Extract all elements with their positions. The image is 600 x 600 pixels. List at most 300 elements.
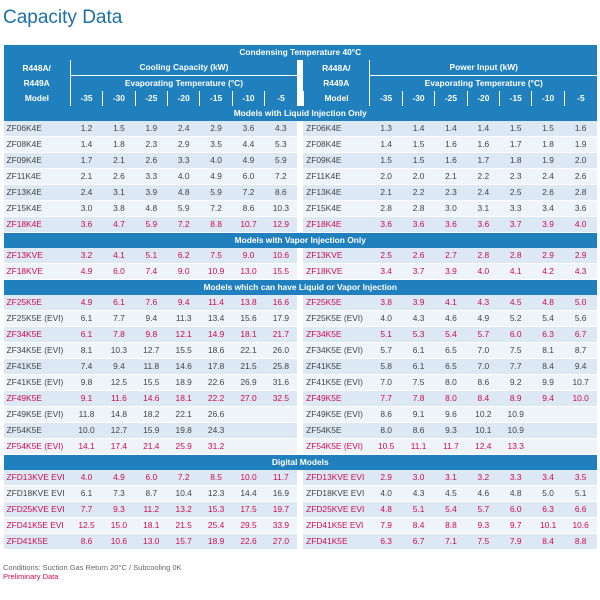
power-input-cell: 9.4 [564, 359, 597, 375]
cooling-capacity-cell: 11.2 [135, 502, 167, 518]
power-input-cell: 3.6 [370, 217, 402, 233]
model-column-header: Model [4, 91, 71, 106]
power-input-cell: 5.7 [467, 327, 499, 343]
cooling-capacity-cell: 10.9 [200, 264, 232, 280]
table-row [4, 502, 598, 518]
cooling-capacity-cell: 19.8 [168, 423, 200, 439]
cooling-capacity-cell: 3.6 [70, 217, 102, 233]
cooling-capacity-cell [265, 439, 297, 455]
cooling-capacity-cell: 9.8 [70, 375, 102, 391]
power-input-cell: 9.3 [467, 518, 499, 534]
power-input-cell: 7.0 [370, 375, 402, 391]
model-cell: ZF41K5E (EVI) [303, 375, 370, 391]
section-title: Digital Models [4, 455, 598, 471]
cooling-capacity-cell: 11.6 [103, 391, 135, 407]
power-input-cell [532, 439, 564, 455]
power-input-cell: 4.1 [435, 295, 467, 311]
cooling-capacity-cell: 3.6 [232, 121, 264, 137]
power-input-cell: 1.9 [564, 137, 597, 153]
power-input-cell: 3.0 [402, 470, 434, 486]
power-input-cell: 10.6 [564, 518, 597, 534]
cooling-capacity-cell: 14.4 [232, 486, 264, 502]
cooling-capacity-cell: 7.2 [168, 470, 200, 486]
power-input-cell: 10.2 [467, 407, 499, 423]
power-input-cell: 6.5 [435, 343, 467, 359]
cooling-capacity-cell: 15.0 [103, 518, 135, 534]
power-input-cell [564, 423, 597, 439]
power-input-cell: 3.7 [402, 264, 434, 280]
power-input-cell: 2.4 [532, 169, 564, 185]
refrigerant-label-right [303, 60, 370, 91]
model-cell: ZF54K5E (EVI) [4, 439, 71, 455]
model-cell: ZFD25KVE EVI [303, 502, 370, 518]
power-input-cell: 2.8 [564, 185, 597, 201]
table-row [4, 407, 598, 423]
power-input-cell: 11.1 [402, 439, 434, 455]
power-input-cell: 7.9 [500, 534, 532, 550]
table-row [4, 121, 598, 137]
cooling-capacity-cell: 18.9 [200, 534, 232, 550]
power-input-cell: 4.6 [467, 486, 499, 502]
power-input-cell: 10.1 [467, 423, 499, 439]
power-input-cell: 9.1 [402, 407, 434, 423]
cooling-capacity-cell: 1.4 [70, 137, 102, 153]
cooling-capacity-cell: 25.9 [168, 439, 200, 455]
power-input-cell: 8.0 [370, 423, 402, 439]
cooling-capacity-label: Cooling Capacity (kW) [70, 60, 297, 76]
power-input-cell: 2.6 [564, 169, 597, 185]
power-input-cell: 7.5 [500, 343, 532, 359]
evap-temp-label-left: Evaporating Temperature (°C) [70, 76, 297, 92]
cooling-capacity-cell: 15.5 [135, 375, 167, 391]
cooling-capacity-cell: 6.0 [103, 264, 135, 280]
cooling-capacity-cell: 4.3 [265, 121, 297, 137]
cooling-capacity-cell: 11.8 [70, 407, 102, 423]
power-input-cell: 8.4 [402, 518, 434, 534]
cooling-capacity-cell: 8.1 [70, 343, 102, 359]
power-input-cell: 3.3 [500, 201, 532, 217]
cooling-capacity-cell: 10.3 [103, 343, 135, 359]
power-input-cell [564, 407, 597, 423]
power-input-cell: 1.6 [435, 137, 467, 153]
cooling-capacity-cell: 15.3 [200, 502, 232, 518]
cooling-capacity-cell: 2.6 [103, 169, 135, 185]
model-cell: ZF13K4E [303, 185, 370, 201]
table-row [4, 327, 598, 343]
power-input-cell: 4.9 [467, 311, 499, 327]
cooling-capacity-cell: 9.0 [232, 248, 264, 264]
cooling-capacity-cell: 26.0 [265, 343, 297, 359]
table-row [4, 423, 598, 439]
cooling-capacity-cell: 3.0 [70, 201, 102, 217]
model-cell: ZFD13KVE EVI [303, 470, 370, 486]
power-input-cell: 7.9 [370, 518, 402, 534]
power-input-cell: 4.8 [370, 502, 402, 518]
power-input-cell: 4.3 [402, 486, 434, 502]
model-cell: ZF08K4E [303, 137, 370, 153]
power-input-cell: 3.8 [370, 295, 402, 311]
model-cell: ZF15K4E [303, 201, 370, 217]
cooling-capacity-cell: 3.2 [70, 248, 102, 264]
power-input-cell: 4.0 [370, 311, 402, 327]
model-cell: ZFD41K5E EVI [303, 518, 370, 534]
cooling-capacity-cell: 6.0 [232, 169, 264, 185]
model-cell: ZF18K4E [303, 217, 370, 233]
power-input-cell: 1.4 [402, 121, 434, 137]
cooling-capacity-cell: 13.8 [232, 295, 264, 311]
cooling-capacity-cell: 1.2 [70, 121, 102, 137]
model-cell: ZF15K4E [4, 201, 71, 217]
power-input-cell: 4.0 [467, 264, 499, 280]
temp-column-header: -10 [232, 91, 264, 106]
power-input-cell: 6.6 [564, 502, 597, 518]
cooling-capacity-cell: 22.1 [168, 407, 200, 423]
condensing-temperature-label: Condensing Temperature 40°C [4, 45, 598, 60]
power-input-cell: 5.1 [402, 502, 434, 518]
cooling-capacity-cell: 4.0 [168, 169, 200, 185]
table-row [4, 153, 598, 169]
cooling-capacity-cell: 6.2 [168, 248, 200, 264]
power-input-cell: 9.9 [532, 375, 564, 391]
power-input-cell: 2.1 [370, 185, 402, 201]
power-input-cell: 6.7 [564, 327, 597, 343]
cooling-capacity-cell: 8.8 [200, 217, 232, 233]
power-input-cell: 1.5 [500, 121, 532, 137]
cooling-capacity-cell: 26.9 [232, 375, 264, 391]
cooling-capacity-cell: 10.0 [70, 423, 102, 439]
cooling-capacity-cell: 7.4 [135, 264, 167, 280]
model-cell: ZFD41K5E EVI [4, 518, 71, 534]
cooling-capacity-cell: 4.8 [168, 185, 200, 201]
power-input-cell: 1.5 [370, 153, 402, 169]
cooling-capacity-cell: 3.8 [103, 201, 135, 217]
model-cell: ZF49K5E [303, 391, 370, 407]
model-cell: ZFD18KVE EVI [303, 486, 370, 502]
power-input-cell: 4.0 [370, 486, 402, 502]
power-input-cell: 4.5 [435, 486, 467, 502]
cooling-capacity-cell: 7.5 [200, 248, 232, 264]
section-header-row [4, 233, 598, 249]
cooling-capacity-cell: 15.7 [168, 534, 200, 550]
cooling-capacity-cell: 8.7 [135, 486, 167, 502]
power-input-cell: 6.3 [532, 502, 564, 518]
cooling-capacity-cell: 10.4 [168, 486, 200, 502]
power-input-cell: 5.1 [370, 327, 402, 343]
power-input-cell: 2.8 [467, 248, 499, 264]
power-input-cell: 7.1 [435, 534, 467, 550]
power-input-cell: 13.3 [500, 439, 532, 455]
cooling-capacity-cell: 18.1 [135, 518, 167, 534]
cooling-capacity-cell: 2.1 [70, 169, 102, 185]
cooling-capacity-cell: 1.9 [135, 121, 167, 137]
power-input-cell: 2.6 [402, 248, 434, 264]
cooling-capacity-cell: 1.5 [103, 121, 135, 137]
cooling-capacity-cell: 4.9 [200, 169, 232, 185]
cooling-capacity-cell: 2.4 [70, 185, 102, 201]
power-input-cell: 6.1 [402, 343, 434, 359]
temp-column-header: -25 [135, 91, 167, 106]
power-input-cell: 7.5 [467, 534, 499, 550]
cooling-capacity-cell: 7.7 [103, 311, 135, 327]
temp-column-header: -15 [200, 91, 232, 106]
power-input-cell: 4.0 [564, 217, 597, 233]
power-input-cell: 2.5 [370, 248, 402, 264]
cooling-capacity-cell: 17.5 [232, 502, 264, 518]
power-input-cell: 3.5 [564, 470, 597, 486]
cooling-capacity-cell: 8.6 [70, 534, 102, 550]
cooling-capacity-cell: 4.9 [103, 470, 135, 486]
power-input-cell: 1.3 [370, 121, 402, 137]
power-input-cell: 7.0 [467, 359, 499, 375]
cooling-capacity-cell: 2.9 [168, 137, 200, 153]
power-input-cell: 3.6 [435, 217, 467, 233]
power-input-cell: 3.7 [500, 217, 532, 233]
power-input-cell: 10.7 [564, 375, 597, 391]
power-input-cell: 4.3 [402, 311, 434, 327]
power-input-cell: 2.9 [532, 248, 564, 264]
power-input-cell: 1.5 [532, 121, 564, 137]
table-row [4, 518, 598, 534]
power-input-cell: 1.8 [500, 153, 532, 169]
cooling-capacity-cell: 11.7 [265, 470, 297, 486]
cooling-capacity-cell: 3.3 [168, 153, 200, 169]
cooling-capacity-cell: 18.6 [200, 343, 232, 359]
cooling-capacity-cell: 17.8 [200, 359, 232, 375]
power-input-cell: 2.0 [370, 169, 402, 185]
temp-column-header: -10 [532, 91, 564, 106]
table-row [4, 137, 598, 153]
power-input-cell: 9.3 [435, 423, 467, 439]
power-input-cell: 5.0 [564, 295, 597, 311]
power-input-cell: 2.5 [500, 185, 532, 201]
model-cell: ZFD41K5E [303, 534, 370, 550]
model-cell: ZF49K5E [4, 391, 71, 407]
model-cell: ZF06K4E [4, 121, 71, 137]
cooling-capacity-cell: 11.8 [135, 359, 167, 375]
table-row [4, 359, 598, 375]
cooling-capacity-cell: 13.2 [168, 502, 200, 518]
power-input-cell: 2.3 [500, 169, 532, 185]
cooling-capacity-cell: 9.8 [135, 327, 167, 343]
cooling-capacity-cell: 6.1 [103, 295, 135, 311]
cooling-capacity-cell: 14.8 [103, 407, 135, 423]
table-row [4, 375, 598, 391]
evap-temp-label-right: Evaporating Temperature (°C) [370, 76, 597, 92]
model-cell: ZF18KVE [303, 264, 370, 280]
cooling-capacity-cell: 9.3 [103, 502, 135, 518]
cooling-capacity-cell: 21.5 [232, 359, 264, 375]
cooling-capacity-cell [232, 439, 264, 455]
cooling-capacity-cell: 1.7 [70, 153, 102, 169]
cooling-capacity-cell: 29.5 [232, 518, 264, 534]
power-input-cell: 1.4 [435, 121, 467, 137]
power-input-cell: 8.4 [532, 359, 564, 375]
power-input-cell: 7.0 [467, 343, 499, 359]
power-input-cell: 5.4 [532, 311, 564, 327]
power-input-cell: 8.1 [532, 343, 564, 359]
cooling-capacity-cell: 27.0 [232, 391, 264, 407]
power-input-cell: 1.6 [435, 153, 467, 169]
cooling-capacity-cell: 14.6 [135, 391, 167, 407]
page-title: Capacity Data [3, 7, 123, 28]
table-row [4, 295, 598, 311]
cooling-capacity-cell [232, 423, 264, 439]
cooling-capacity-cell: 14.1 [70, 439, 102, 455]
cooling-capacity-cell: 25.4 [200, 518, 232, 534]
cooling-capacity-cell: 12.7 [135, 343, 167, 359]
power-input-cell: 12.4 [467, 439, 499, 455]
model-cell: ZF41K5E [4, 359, 71, 375]
power-input-cell: 2.7 [435, 248, 467, 264]
cooling-capacity-cell: 3.9 [135, 185, 167, 201]
power-input-cell: 7.7 [500, 359, 532, 375]
cooling-capacity-cell: 11.4 [200, 295, 232, 311]
cooling-capacity-cell: 7.6 [135, 295, 167, 311]
power-input-cell: 2.2 [402, 185, 434, 201]
power-input-cell: 8.6 [402, 423, 434, 439]
power-input-cell: 8.0 [435, 375, 467, 391]
cooling-capacity-cell [232, 407, 264, 423]
power-input-cell [564, 439, 597, 455]
cooling-capacity-cell: 9.0 [168, 264, 200, 280]
table-row [4, 470, 598, 486]
power-input-cell: 2.8 [500, 248, 532, 264]
power-input-cell: 1.4 [467, 121, 499, 137]
power-input-label: Power Input (kW) [370, 60, 597, 76]
cooling-capacity-cell: 12.7 [103, 423, 135, 439]
section-title: Models with Liquid Injection Only [4, 106, 598, 121]
cooling-capacity-cell: 4.0 [200, 153, 232, 169]
cooling-capacity-cell: 12.5 [103, 375, 135, 391]
power-input-cell: 5.7 [467, 502, 499, 518]
cooling-capacity-cell: 25.8 [265, 359, 297, 375]
cooling-capacity-cell: 4.1 [103, 248, 135, 264]
model-cell: ZF09K4E [303, 153, 370, 169]
table-row [4, 391, 598, 407]
table-row [4, 486, 598, 502]
power-input-cell: 6.0 [500, 502, 532, 518]
power-input-cell: 1.6 [467, 137, 499, 153]
table-row [4, 217, 598, 233]
power-input-cell: 8.8 [564, 534, 597, 550]
cooling-capacity-cell: 31.2 [200, 439, 232, 455]
power-input-cell: 9.6 [435, 407, 467, 423]
cooling-capacity-cell: 14.6 [168, 359, 200, 375]
model-cell: ZF41K5E (EVI) [4, 375, 71, 391]
cooling-capacity-cell: 8.6 [265, 185, 297, 201]
power-input-cell: 8.8 [435, 518, 467, 534]
cooling-capacity-cell: 10.6 [103, 534, 135, 550]
table-row [4, 311, 598, 327]
preliminary-note: Preliminary Data [3, 572, 59, 581]
cooling-capacity-cell: 11.3 [168, 311, 200, 327]
cooling-capacity-cell: 2.1 [103, 153, 135, 169]
power-input-cell: 3.4 [532, 470, 564, 486]
capacity-table [3, 45, 597, 550]
power-input-cell: 6.7 [402, 534, 434, 550]
cooling-capacity-cell: 4.9 [232, 153, 264, 169]
model-cell: ZF13KVE [4, 248, 71, 264]
table-row [4, 248, 598, 264]
cooling-capacity-cell: 3.3 [135, 169, 167, 185]
model-cell: ZF25K5E (EVI) [4, 311, 71, 327]
cooling-capacity-cell: 27.0 [265, 534, 297, 550]
power-input-cell: 3.4 [532, 201, 564, 217]
cooling-capacity-cell: 9.4 [103, 359, 135, 375]
temp-column-header: -5 [564, 91, 597, 106]
cooling-capacity-cell: 24.3 [200, 423, 232, 439]
cooling-capacity-cell: 6.1 [70, 311, 102, 327]
cooling-capacity-cell: 7.2 [168, 217, 200, 233]
table-row [4, 439, 598, 455]
power-input-cell: 3.6 [564, 201, 597, 217]
power-input-cell: 2.6 [532, 185, 564, 201]
power-input-cell: 8.6 [467, 375, 499, 391]
power-input-cell: 4.3 [564, 264, 597, 280]
model-cell: ZF41K5E [303, 359, 370, 375]
power-input-cell: 8.7 [564, 343, 597, 359]
cooling-capacity-cell: 8.5 [200, 470, 232, 486]
power-input-cell: 10.9 [500, 423, 532, 439]
cooling-capacity-cell: 12.5 [70, 518, 102, 534]
temp-column-header: -15 [500, 91, 532, 106]
cooling-capacity-cell: 3.1 [103, 185, 135, 201]
cooling-capacity-cell: 7.8 [103, 327, 135, 343]
cooling-capacity-cell: 5.3 [265, 137, 297, 153]
power-input-cell: 6.3 [532, 327, 564, 343]
power-input-cell: 3.9 [435, 264, 467, 280]
model-cell: ZF49K5E (EVI) [4, 407, 71, 423]
cooling-capacity-cell: 4.7 [103, 217, 135, 233]
power-input-cell: 4.6 [435, 311, 467, 327]
power-input-cell: 8.6 [370, 407, 402, 423]
model-cell: ZF49K5E (EVI) [303, 407, 370, 423]
cooling-capacity-cell: 4.9 [70, 295, 102, 311]
power-input-cell: 3.1 [435, 470, 467, 486]
power-input-cell: 2.8 [402, 201, 434, 217]
cooling-capacity-cell: 22.6 [232, 534, 264, 550]
cooling-capacity-cell: 18.1 [168, 391, 200, 407]
table-row [4, 185, 598, 201]
power-input-cell [532, 407, 564, 423]
power-input-cell: 8.4 [467, 391, 499, 407]
model-cell: ZFD13KVE EVI [4, 470, 71, 486]
power-input-cell: 5.4 [435, 502, 467, 518]
cooling-capacity-cell: 4.0 [70, 470, 102, 486]
power-input-cell: 2.9 [370, 470, 402, 486]
cooling-capacity-cell: 33.9 [265, 518, 297, 534]
cooling-capacity-cell: 5.9 [168, 201, 200, 217]
model-cell: ZF11K4E [4, 169, 71, 185]
model-cell: ZF08K4E [4, 137, 71, 153]
model-cell: ZF34K5E [303, 327, 370, 343]
section-header-row [4, 455, 598, 471]
model-cell: ZFD25KVE EVI [4, 502, 71, 518]
temp-column-header: -20 [168, 91, 200, 106]
cooling-capacity-cell: 6.0 [135, 470, 167, 486]
model-cell: ZF34K5E (EVI) [4, 343, 71, 359]
cooling-capacity-cell [265, 423, 297, 439]
power-input-cell: 11.7 [435, 439, 467, 455]
power-input-cell: 2.3 [435, 185, 467, 201]
power-input-cell: 2.1 [435, 169, 467, 185]
power-input-cell: 4.3 [467, 295, 499, 311]
power-input-cell: 3.9 [532, 217, 564, 233]
model-cell: ZF25K5E [303, 295, 370, 311]
power-input-cell: 9.2 [500, 375, 532, 391]
model-cell: ZF34K5E [4, 327, 71, 343]
section-header-row [4, 280, 598, 296]
